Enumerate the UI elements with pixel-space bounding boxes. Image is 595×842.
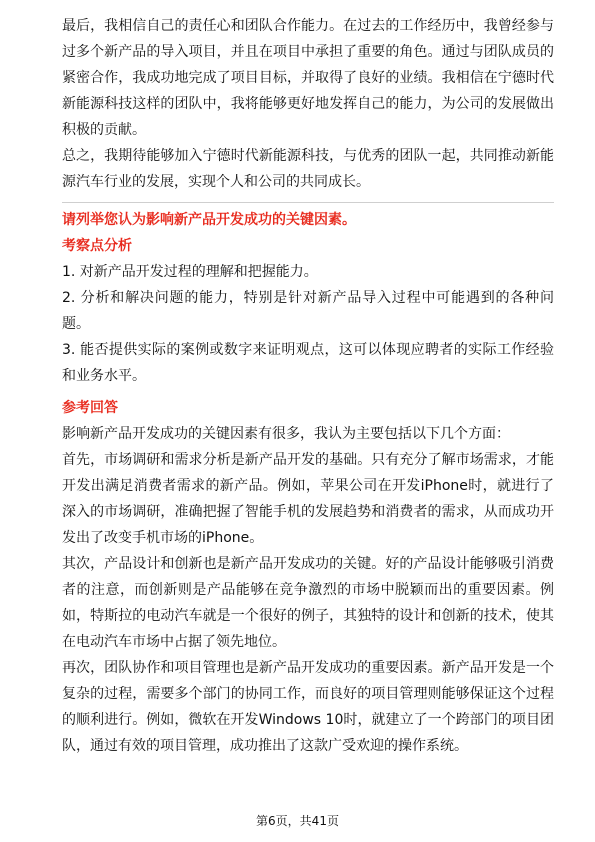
document-body (62, 13, 554, 759)
answer-paragraph: 首先，市场调研和需求分析是新产品开发的基础。只有充分了解市场需求，才能开发出满足消费者需求的新产品。例如，苹果公司在开发iPhone时，就进行了深入的市场调研，准确把握了智能手机的发展趋势和消费者的需求，从而成功开发出了改变手机市场的iPhone。 (62, 452, 554, 546)
section-divider (62, 202, 554, 203)
analysis-item: 1. 对新产品开发过程的理解和把握能力。 (62, 264, 318, 280)
analysis-item: 2. 分析和解决问题的能力，特别是针对新产品导入过程中可能遇到的各种问题。 (62, 290, 554, 332)
analysis-item: 3. 能否提供实际的案例或数字来证明观点，这可以体现应聘者的实际工作经验和业务水平。 (62, 342, 554, 384)
answer-title: 参考回答 (62, 400, 118, 416)
page-indicator: 第6页，共41页 (256, 814, 339, 828)
question-heading: 请列举您认为影响新产品开发成功的关键因素。 (62, 212, 356, 228)
answer-paragraph: 再次，团队协作和项目管理也是新产品开发成功的重要因素。新产品开发是一个复杂的过程，需要多个部门的协同工作，而良好的项目管理则能够保证这个过程的顺利进行。例如，微软在开发Windows 10时，就建立了一个跨部门的项目团队，通过有效的项目管理，成功推出了这款广受欢迎的操作系统。 (62, 660, 554, 754)
intro-paragraph: 最后，我相信自己的责任心和团队合作能力。在过去的工作经历中，我曾经参与过多个新产品的导入项目，并且在项目中承担了重要的角色。通过与团队成员的紧密合作，我成功地完成了项目目标，并取得了良好的业绩。我相信在宁德时代新能源科技这样的团队中，我将能够更好地发挥自己的能力，为公司的发展做出积极的贡献。 (62, 18, 554, 138)
intro-paragraph: 总之，我期待能够加入宁德时代新能源科技，与优秀的团队一起，共同推动新能源汽车行业的发展，实现个人和公司的共同成长。 (62, 148, 554, 190)
answer-paragraph: 影响新产品开发成功的关键因素有很多，我认为主要包括以下几个方面： (62, 426, 510, 442)
analysis-title: 考察点分析 (62, 238, 132, 254)
answer-paragraph: 其次，产品设计和创新也是新产品开发成功的关键。好的产品设计能够吸引消费者的注意，而创新则是产品能够在竞争激烈的市场中脱颖而出的重要因素。例如，特斯拉的电动汽车就是一个很好的例子，其独特的设计和创新的技术，使其在电动汽车市场中占据了领先地位。 (62, 556, 554, 650)
